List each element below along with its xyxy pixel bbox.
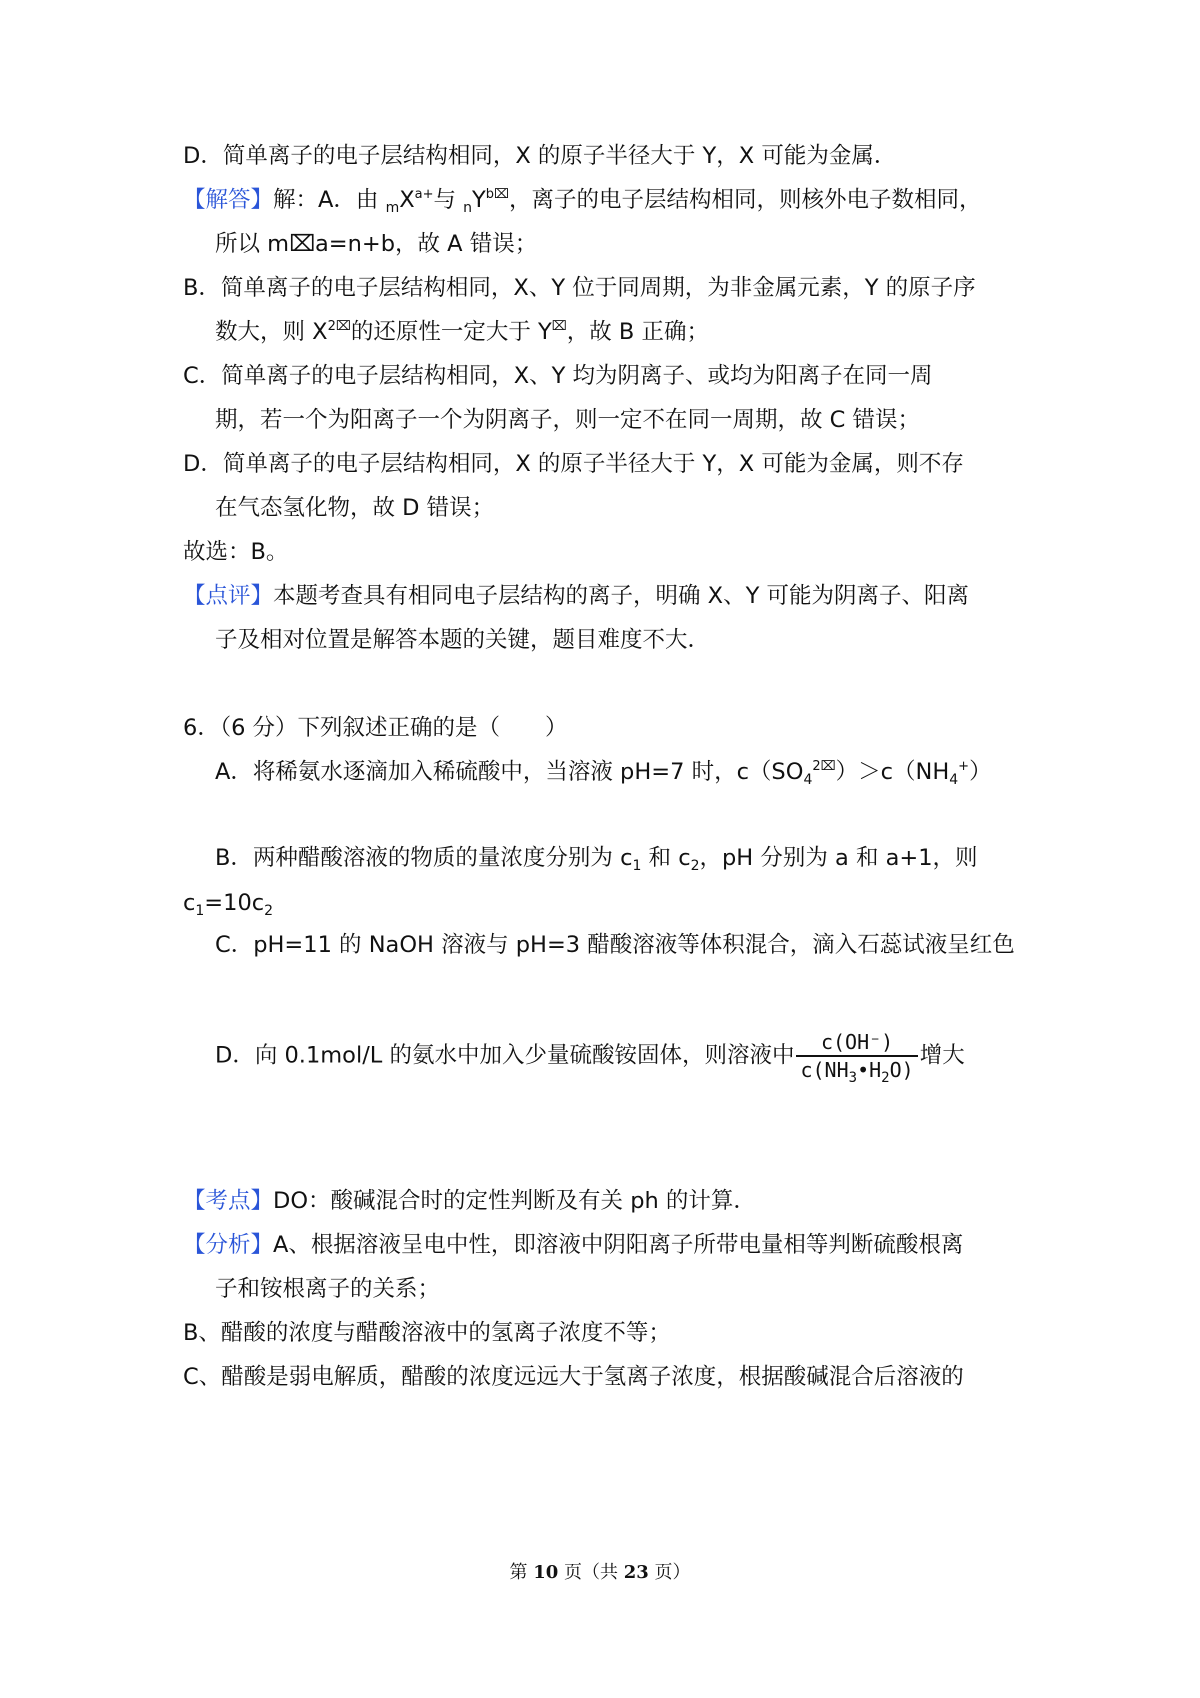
text: B．两种醋酸溶液的物质的量浓度分别为 c <box>215 845 633 871</box>
text: 故选：B。 <box>183 539 289 565</box>
subscript: m <box>385 200 400 216</box>
answer-line-c-cont <box>215 405 920 435</box>
text: 所以 m⌧a=n+b，故 A 错误； <box>215 231 538 257</box>
text: Y <box>472 187 486 213</box>
subscript: 1 <box>195 903 205 919</box>
text: c <box>183 890 196 916</box>
text: B．简单离子的电子层结构相同，X、Y 位于同周期，为非金属元素，Y 的原子序 <box>183 275 976 301</box>
fraction-numerator: c(OH⁻) <box>796 1030 917 1057</box>
concentration-fraction <box>796 1030 917 1086</box>
text: ） <box>969 759 992 785</box>
comment-line-cont <box>215 625 710 655</box>
text: 子及相对位置是解答本题的关键，题目难度不大． <box>215 627 711 653</box>
text: O) <box>889 1058 914 1082</box>
page-number: 10 <box>533 1562 559 1583</box>
subscript: 2 <box>690 858 700 874</box>
text: DO：酸碱混合时的定性判断及有关 ph 的计算． <box>273 1188 756 1214</box>
text: 增大 <box>919 1042 965 1069</box>
question-6-stem <box>183 713 568 743</box>
text: 解：A．由 <box>273 187 386 213</box>
text: 在气态氢化物，故 D 错误； <box>215 495 495 521</box>
page-footer <box>0 1560 1200 1586</box>
text: D．向 0.1mol/L 的氨水中加入少量硫酸铵固体，则溶液中 <box>215 1042 795 1069</box>
text: X <box>399 187 415 213</box>
question-6-option-c <box>215 930 1015 960</box>
superscript: 2⌧ <box>327 319 351 334</box>
text: D．简单离子的电子层结构相同，X 的原子半径大于 Y，X 可能为金属． <box>183 143 897 169</box>
answer-line-b <box>183 273 976 303</box>
text: 页（共 <box>558 1562 624 1583</box>
text: 页） <box>648 1562 691 1583</box>
text: A、根据溶液呈电中性，即溶液中阴阳离子所带电量相等判断硫酸根离 <box>273 1232 964 1258</box>
subscript: n <box>463 200 473 216</box>
total-pages: 23 <box>623 1562 649 1583</box>
text: 数大，则 X <box>215 319 328 345</box>
fraction-denominator <box>796 1057 917 1086</box>
text: C．简单离子的电子层结构相同，X、Y 均为阴离子、或均为阳离子在同一周 <box>183 363 933 389</box>
text: 6．（6 分）下列叙述正确的是（ ） <box>183 715 568 741</box>
text: C．pH=11 的 NaOH 溶液与 pH=3 醋酸溶液等体积混合，滴入石蕊试液呈红色 <box>215 932 1015 958</box>
answer-line-a <box>215 229 537 259</box>
superscript: b⌧ <box>485 187 509 202</box>
text: 第 <box>509 1562 534 1583</box>
subscript: 2 <box>881 1070 890 1086</box>
text: ，pH 分别为 a 和 a+1，则 <box>699 845 978 871</box>
answer-tag: 【解答】 <box>183 187 274 213</box>
superscript: 2⌧ <box>812 759 836 774</box>
text: •H <box>857 1058 882 1082</box>
analysis-line-b <box>183 1318 671 1348</box>
text: 的还原性一定大于 Y <box>350 319 552 345</box>
text: =10c <box>204 890 265 916</box>
choice-line <box>183 537 288 567</box>
option-d-line <box>183 141 896 171</box>
text: c(NH <box>800 1058 849 1082</box>
text: C、醋酸是弱电解质，醋酸的浓度远远大于氢离子浓度，根据酸碱混合后溶液的 <box>183 1364 964 1390</box>
text: 与 <box>433 187 464 213</box>
analysis-tag: 【分析】 <box>183 1232 274 1258</box>
subscript: 1 <box>632 858 642 874</box>
answer-line-b-cont <box>215 317 709 347</box>
comment-line <box>183 581 969 611</box>
superscript: a+ <box>414 187 434 202</box>
text: D．简单离子的电子层结构相同，X 的原子半径大于 Y，X 可能为金属，则不存 <box>183 451 964 477</box>
knowledge-point-line <box>183 1186 756 1216</box>
text: 期，若一个为阳离子一个为阴离子，则一定不在同一周期，故 C 错误； <box>215 407 921 433</box>
question-6-option-b-cont <box>183 888 273 918</box>
text: 和 c <box>641 845 691 871</box>
text: 子和铵根离子的关系； <box>215 1276 441 1302</box>
answer-line-d-cont <box>215 493 494 523</box>
text: A．将稀氨水逐滴加入稀硫酸中，当溶液 pH=7 时，c（SO <box>215 759 804 785</box>
answer-line-d <box>183 449 964 479</box>
knowledge-point-tag: 【考点】 <box>183 1188 274 1214</box>
text: ，故 B 正确； <box>566 319 709 345</box>
subscript: 3 <box>848 1070 858 1086</box>
analysis-line-c <box>183 1362 964 1392</box>
subscript: 2 <box>264 903 274 919</box>
comment-tag: 【点评】 <box>183 583 274 609</box>
text: B、醋酸的浓度与醋酸溶液中的氢离子浓度不等； <box>183 1320 671 1346</box>
text: ）＞c（NH <box>835 759 950 785</box>
text: ，离子的电子层结构相同，则核外电子数相同， <box>509 187 982 213</box>
question-6-option-b <box>215 843 978 873</box>
question-6-option-a <box>215 757 992 787</box>
question-6-option-d <box>215 1030 965 1086</box>
answer-line <box>183 185 982 215</box>
subscript: 4 <box>803 772 813 788</box>
analysis-line <box>183 1230 963 1260</box>
answer-line-c <box>183 361 933 391</box>
subscript: 4 <box>949 772 959 788</box>
superscript: + <box>958 759 970 774</box>
superscript: ⌧ <box>551 319 567 334</box>
text: 本题考查具有相同电子层结构的离子，明确 X、Y 可能为阴离子、阳离 <box>273 583 969 609</box>
analysis-line-cont <box>215 1274 440 1304</box>
